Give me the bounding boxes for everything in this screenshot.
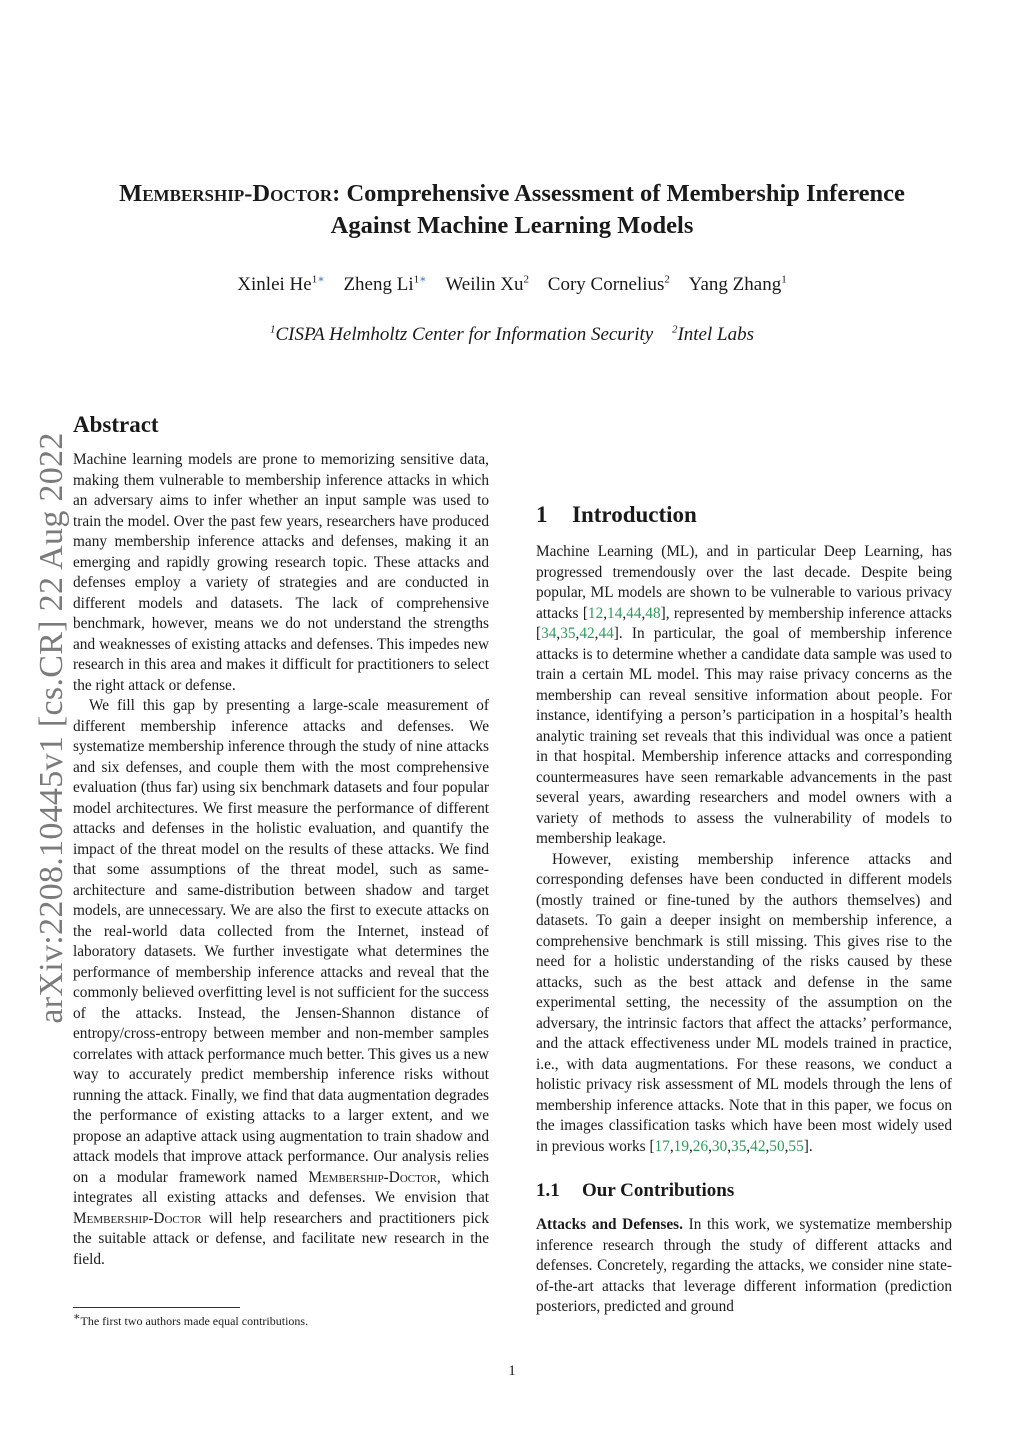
affiliation-index: 2 xyxy=(671,323,678,336)
intro-text: ]. xyxy=(803,1137,813,1155)
contributions-text: In this work, we systematize membership inference research through the study of different attacks and defenses. Concretely, regarding the attacks, we consider nine state-of-the-art attacks that leverage different information (prediction posteriors, predicted and ground xyxy=(536,1216,952,1315)
author-name: Yang Zhang xyxy=(688,274,782,295)
framework-name: Membership-Doctor xyxy=(308,1168,437,1186)
author-weilin-xu xyxy=(445,274,529,295)
author-zheng-li xyxy=(343,274,426,295)
citation-link[interactable]: 19 xyxy=(673,1137,689,1155)
author-name: Xinlei He xyxy=(237,274,312,295)
abstract-heading: Abstract xyxy=(73,412,159,437)
citation-link[interactable]: 14 xyxy=(607,604,623,622)
introduction-heading xyxy=(536,500,952,530)
abstract-paragraph-1: Machine learning models are prone to memorizing sensitive data, making them vulnerable to membership inference attacks in which an adversary aims to infer whether an input sample was used to train the model. Over the past few years, researchers have produced many membership inference attacks and defenses, making it an emerging and rapidly growing research topic. These attacks and defenses employ a variety of strategies and are conducted in different models and datasets. The lack of comprehensive benchmark, however, means we do not understand the strengths and weaknesses of existing attacks and defenses. This impedes new research in this area and makes it difficult for practitioners to select the right attack or defense. xyxy=(73,451,489,694)
citation-link[interactable]: 50 xyxy=(769,1137,785,1155)
affiliation-index: 1 xyxy=(270,323,276,336)
author-sup xyxy=(414,274,427,286)
citation-link[interactable]: 48 xyxy=(645,604,661,622)
citation-group: 12,14,44,48 xyxy=(587,604,661,622)
citation-link[interactable]: 30 xyxy=(711,1137,728,1155)
citation-link[interactable]: 34 xyxy=(541,625,557,642)
affiliation-index: 1 xyxy=(781,273,787,286)
author-cory-cornelius xyxy=(548,274,670,295)
intro-text: However, existing membership inference attacks and corresponding defenses have been conducted in different models (mostly trained or fine-tuned by the authors themselves) and datasets. To gain a deeper insight on membership inference, a comprehensive benchmark is still missing. This gives rise to the need for a holistic understanding of the risks caused by these attacks, such as the best attack and defense in the same experimental setting, the necessity of the assumption on the adversary, the intrinsic factors that affect the attacks’ performance, and the attack effectiveness under ML models trained in practice, i.e., with data augmentations. For these reasons, we conduct a holistic privacy risk assessment of ML models through the lens of membership inference attacks. Note that in this paper, we focus on the images classification tasks which have been most widely used in previous works [ xyxy=(536,850,952,1155)
author-xinlei-he xyxy=(237,274,324,295)
citation-link[interactable]: 42 xyxy=(579,625,595,642)
abstract-paragraph-2 xyxy=(73,696,489,1270)
subsection-number: 1.1 xyxy=(536,1180,560,1201)
citation-group: 17,19,26,30,35,42,50,55 xyxy=(654,1137,804,1155)
section-title: Introduction xyxy=(572,502,697,527)
abstract-text: We fill this gap by presenting a large-scale measurement of different membership inference attacks and defenses. We systematize membership inference through the study of nine attacks and six defenses, and couple them with the most comprehensive evaluation (thus far) using six benchmark datasets and four popular model architectures. We first measure the performance of different attacks and defenses in the holistic evaluation, and quantify the impact of the threat model on the results of these attacks. We find that some assumptions of the threat model, such as same-architecture and same-distribution between shadow and target models, are unnecessary. We are also the first to execute attacks on the real-world data collected from the Internet, instead of laboratory datasets. We further investigate what determines the performance of membership inference attacks and reveal that the commonly believed overfitting level is not sufficient for the success of the attacks. Instead, the Jensen-Shannon distance of entropy/cross-entropy between member and non-member samples correlates with attack performance much better. This gives us a new way to accurately predict membership inference risks without running the attack. Finally, we find that data augmentation degrades the performance of existing attacks to a larger extent, and we propose an adaptive attack using augmentation to train shadow and attack models that improve attack performance. Our analysis relies on a modular framework named xyxy=(73,697,489,1186)
introduction-paragraph-1 xyxy=(536,542,952,850)
abstract-text: , which integrates all existing attacks and defenses. We envision that xyxy=(73,1168,489,1206)
framework-name-part2: Doctor xyxy=(252,180,333,207)
author-sup xyxy=(312,274,325,286)
arxiv-identifier: arXiv:2208.10445v1 [cs.CR] 22 Aug 2022 xyxy=(33,432,70,1024)
framework-name-part1: Membership xyxy=(119,180,245,207)
affiliation-intel xyxy=(672,324,754,345)
right-column xyxy=(536,412,952,1318)
footnote-text: The first two authors made equal contributions. xyxy=(80,1314,309,1328)
author-list xyxy=(60,272,964,298)
footnote-mark: ∗ xyxy=(73,1311,81,1323)
section-number: 1 xyxy=(536,502,548,527)
introduction-paragraph-2 xyxy=(536,850,952,1158)
citation-link[interactable]: 17 xyxy=(654,1137,670,1155)
title-line2: Against Machine Learning Models xyxy=(330,212,694,239)
equal-contribution-mark[interactable]: ∗ xyxy=(419,273,427,286)
subsection-title: Our Contributions xyxy=(582,1180,735,1201)
author-name: Weilin Xu xyxy=(445,274,524,295)
affiliation-index: 2 xyxy=(664,273,670,286)
citation-link[interactable]: 42 xyxy=(750,1137,766,1155)
citation-link[interactable]: 12 xyxy=(587,604,604,622)
framework-name: Membership-Doctor xyxy=(73,1209,202,1227)
citation-link[interactable]: 44 xyxy=(598,625,614,642)
footnote-rule xyxy=(73,1307,240,1308)
author-name: Zheng Li xyxy=(343,274,414,295)
affiliation-index: 1 xyxy=(413,273,420,286)
citation-link[interactable]: 26 xyxy=(692,1137,709,1155)
paragraph-heading: Attacks and Defenses. xyxy=(536,1216,683,1233)
citation-link[interactable]: 55 xyxy=(788,1137,804,1155)
intro-text: ], represented by membership inference attacks [ xyxy=(536,604,953,642)
affiliation-name: Intel Labs xyxy=(677,324,754,345)
title-line1-rest: : Comprehensive Assessment of Membership Inference xyxy=(332,180,905,207)
abstract-text: will help researchers and practitioners pick the suitable attack or defense, and facilitate new research in the field. xyxy=(73,1209,489,1268)
framework-name-hyphen: - xyxy=(244,180,253,207)
author-yang-zhang xyxy=(689,274,787,295)
contributions-heading xyxy=(536,1179,952,1203)
left-column xyxy=(73,410,489,1270)
citation-link[interactable]: 35 xyxy=(560,625,576,642)
affiliation-cispa xyxy=(270,324,653,345)
page-number: 1 xyxy=(508,1363,516,1379)
footnote xyxy=(73,1313,308,1329)
intro-text: Machine Learning (ML), and in particular Deep Learning, has progressed tremendously over the last decade. Despite being popular, ML models are shown to be vulnerable to various privacy attacks [ xyxy=(536,543,952,622)
affiliation-index: 2 xyxy=(523,273,530,286)
intro-text: ]. In particular, the goal of membership inference attacks is to determine whether a candidate data sample was used to train a certain ML model. This may raise privacy concerns as the membership can reveal sensitive information about people. For instance, identifying a person’s participation in a hospital’s health analytic training set reveals that this individual was once a patient in that hospital. Membership inference attacks and corresponding countermeasures have seen remarkable advancements in the past several years, awarding researchers and model owners with a variety of methods to assess the vulnerability of models to membership leakage. xyxy=(536,625,952,847)
contributions-paragraph xyxy=(536,1215,952,1318)
citation-link[interactable]: 35 xyxy=(731,1137,747,1155)
affiliation-name: CISPA Helmholtz Center for Information Security xyxy=(275,324,654,345)
equal-contribution-mark[interactable]: ∗ xyxy=(317,273,325,286)
affiliation-list xyxy=(60,322,964,348)
paper-title xyxy=(60,178,964,242)
citation-link[interactable]: 44 xyxy=(626,604,642,622)
author-name: Cory Cornelius xyxy=(547,274,665,295)
citation-group: 34,35,42,44 xyxy=(541,625,614,642)
affiliation-index: 1 xyxy=(311,273,318,286)
